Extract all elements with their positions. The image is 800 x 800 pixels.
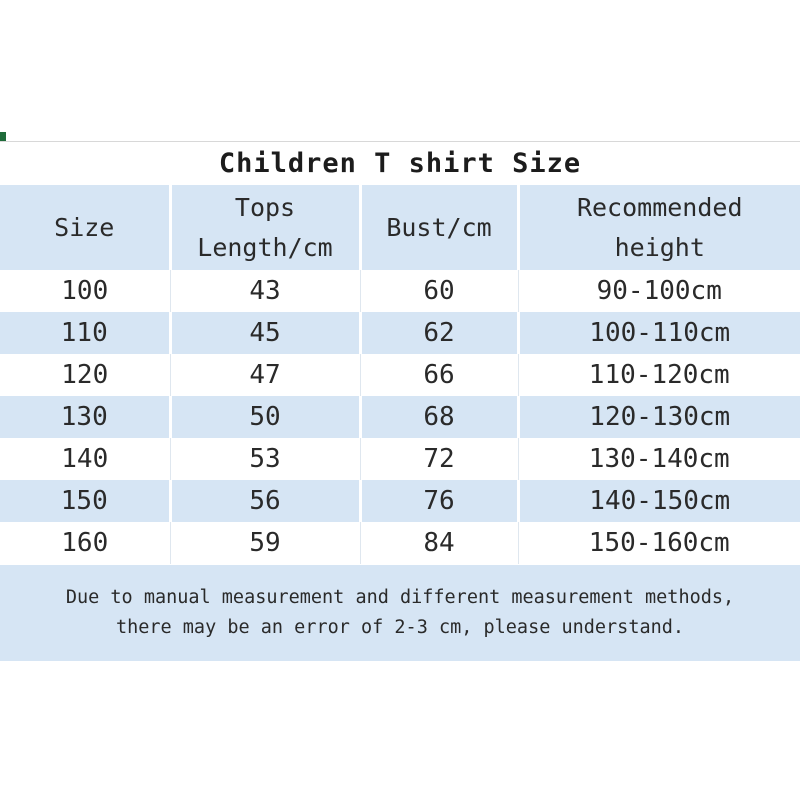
- cell-bust: 68: [360, 396, 518, 438]
- cell-size: 150: [60, 486, 108, 516]
- table-row: [0, 312, 800, 354]
- cell-bust: 76: [360, 480, 518, 522]
- cell-bust: 66: [360, 354, 518, 396]
- cell-length: 43: [170, 270, 360, 312]
- cell-length: 56: [170, 480, 360, 522]
- cell-bust: 60: [360, 270, 518, 312]
- header-size: [0, 185, 170, 270]
- cell-height: 140-150cm: [518, 480, 800, 522]
- cell-length: 45: [170, 312, 360, 354]
- cell-size: 100: [61, 276, 109, 306]
- header-tops-label: Tops: [234, 192, 296, 222]
- cell-height: 90-100cm: [518, 270, 800, 312]
- size-table: [0, 185, 800, 564]
- cell-bust: 84: [360, 522, 518, 564]
- cell-height: 130-140cm: [518, 438, 800, 480]
- measurement-note: [0, 564, 800, 661]
- table-row: [0, 270, 800, 312]
- table-row: [0, 522, 800, 564]
- table-row: [0, 354, 800, 396]
- cell-length: 53: [170, 438, 360, 480]
- title-bar: [0, 141, 800, 186]
- cell-height: 100-110cm: [518, 312, 800, 354]
- cell-height: 120-130cm: [518, 396, 800, 438]
- cell-length: 50: [170, 396, 360, 438]
- note-line-1: Due to manual measurement and different measurement methods,: [65, 587, 735, 608]
- size-chart: [0, 141, 800, 661]
- cell-height: 110-120cm: [518, 354, 800, 396]
- header-bust-label: Bust/cm: [386, 212, 492, 242]
- cell-height: 150-160cm: [518, 522, 800, 564]
- cell-size: 120: [61, 360, 109, 390]
- cell-size: 110: [60, 318, 108, 348]
- chart-title: Children T shirt Size: [218, 148, 582, 179]
- header-length-label: Length/cm: [197, 232, 333, 262]
- cell-length: 59: [170, 522, 360, 564]
- cell-bust: 72: [360, 438, 518, 480]
- table-row: [0, 480, 800, 522]
- cell-size: 140: [61, 444, 109, 474]
- table-row: [0, 438, 800, 480]
- cell-size: 130: [60, 402, 108, 432]
- header-recommended-height: [518, 185, 800, 270]
- header-bust: [360, 185, 518, 270]
- header-size-label: Size: [54, 212, 115, 242]
- note-line-2: there may be an error of 2-3 cm, please understand.: [115, 617, 685, 638]
- header-row: [0, 185, 800, 270]
- table-row: [0, 396, 800, 438]
- cell-bust: 62: [360, 312, 518, 354]
- header-height-label: height: [614, 232, 705, 262]
- header-recommended-label: Recommended: [576, 192, 743, 222]
- header-tops-length: [170, 185, 360, 270]
- cell-length: 47: [170, 354, 360, 396]
- cell-size: 160: [61, 528, 109, 558]
